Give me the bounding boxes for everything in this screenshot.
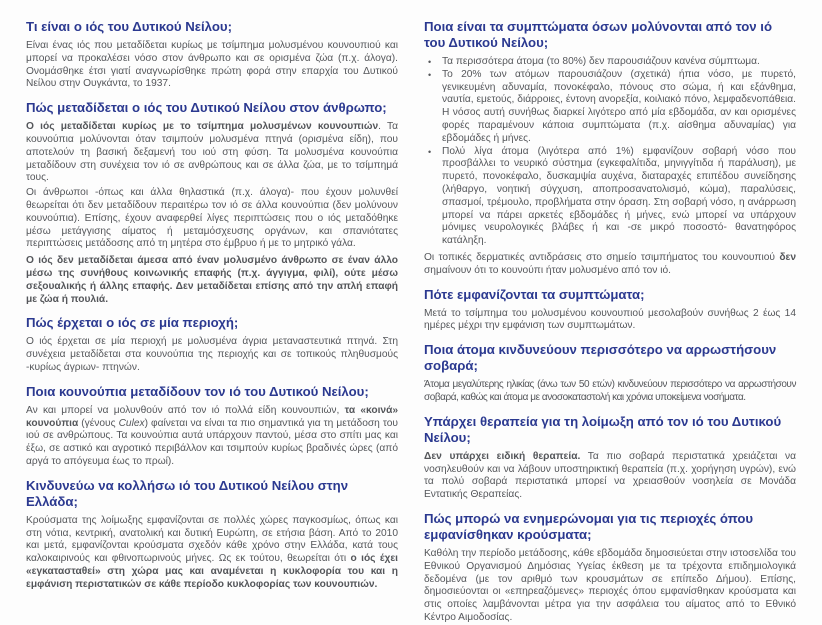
section-heading: Πώς έρχεται ο ιός σε μία περιοχή; <box>26 315 239 331</box>
text-run: ) φαίνεται να είναι τα πιο σημαντικά για τη μετάδοση του ιού σε ανθρώπους. Τα κουνούπια αυτά υπάρχουν παντού, μέσα στο σπίτι μας και έξω, σε αστικό και αγροτικό περιβάλλον και τσιμπούν κυρίως βραδινές ώρες (από αργά το απόγευμα έως το πρωί). <box>26 417 398 467</box>
paragraph <box>26 336 398 374</box>
text-run: Πολύ λίγα άτομα (λιγότερα από 1%) εμφανίζουν σοβαρή νόσο που προσβάλλει το νευρικό σύστημα (εγκεφαλίτιδα, μηνιγγίτιδα ή παράλυση), με πυρετό, πονοκέφαλο, δυσκαμψία αυχένα, διαταραχές επιπέδου συνείδησης (λήθαργο, νοητική σύγχυση, αποπροσανατολισμό, κώμα), παραλύσεις, σπασμοί, τρέμουλο, προβλήματα στην όραση. Στη σοβαρή νόσο, η ανάρρωση μπορεί να πάρει αρκετές εβδομάδες ή μήνες, ενώ μπορεί να υπάρχουν μόνιμες νευρολογικές βλάβες ή και -σε μικρό ποσοστό- θανατηφόρος κατάληξη. <box>442 145 796 247</box>
paragraph <box>424 308 796 334</box>
bullet-icon: • <box>428 57 432 67</box>
text-run: δεν <box>779 251 796 263</box>
text-run: Culex <box>118 417 145 429</box>
text-run: Τα πιο σοβαρά περιστατικά χρειάζεται να νοσηλευθούν και να λάβουν υποστηρικτική θεραπεία (π.χ. χορήγηση υγρών), ενώ τα πολύ σοβαρά περιστατικά μπορεί να χρειασθούν νοσηλεία σε Μονάδα Εντατικής Θεραπείας. <box>424 450 796 501</box>
text-run: Είναι ένας ιός που μεταδίδεται κυρίως με τσίμπημα μολυσμένου κουνουπιού και μπορεί να προκαλέσει νόσο στον άνθρωπο και σε ορισμένα ζώα (π.χ. άλογα). Ονομάσθηκε έτσι γιατί αναγνωρίσθηκε πρώτη φορά στην επαρχία του Δυτικού Νείλου στην Ουγκάντα, το 1937. <box>26 40 398 90</box>
section-heading: Πώς μπορώ να ενημερώνομαι για τις περιοχές όπου εμφανίσθηκαν κρούσματα; <box>424 510 754 542</box>
bullet-list <box>424 56 796 248</box>
paragraph <box>26 255 398 306</box>
paragraph <box>424 548 796 625</box>
text-run: ο ιός έχει «εγκατασταθεί» στη χώρα μας και αναμένεται η κυκλοφορία του και η εμφάνιση περιστατικών σε κάθε περίοδο κυκλοφορίας των κουνουπιών. <box>26 553 398 590</box>
section-heading: Πώς μεταδίδεται ο ιός του Δυτικού Νείλου στον άνθρωπο; <box>26 100 387 116</box>
text-run: Μετά το τσίμπημα του μολυσμένου κουνουπιού μεσολαβούν συνήθως 2 έως 14 ημέρες μέχρι την εμφάνιση των συμπτωμάτων. <box>424 307 796 332</box>
text-run: Ο ιός έρχεται σε μία περιοχή με μολυσμένα άγρια μεταναστευτικά πτηνά. Στη συνέχεια μεταδίδεται στα κουνούπια της περιοχής και σε τοπικούς πληθυσμούς -κυρίως άγριων- πτηνών. <box>26 336 398 373</box>
text-run: . Τα κουνούπια μολύνονται όταν τσιμπούν μολυσμένα πτηνά (ορισμένα είδη), που αποτελούν τη βασική δεξαμενή του ιού στη φύση. Τα μολυσμένα κουνούπια μεταδίδουν στη συνέχεια τον ιό σε ανθρώπους και σε άλλα ζώα, με το τσίμπημά τους. <box>26 121 399 184</box>
text-run: Οι τοπικές δερματικές αντιδράσεις στο σημείο τσιμπήματος του κουνουπιού <box>424 251 780 263</box>
paragraph <box>424 252 796 278</box>
text-run: Δεν υπάρχει ειδική θεραπεία. <box>424 450 581 462</box>
text-run: Ο ιός μεταδίδεται κυρίως με το τσίμπημα μολυσμένων κουνουπιών <box>26 121 379 133</box>
section-heading: Τι είναι ο ιός του Δυτικού Νείλου; <box>26 19 232 34</box>
text-run: Καθόλη την περίοδο μετάδοσης, κάθε εβδομάδα δημοσιεύεται στην ιστοσελίδα του Εθνικού Οργανισμού Δημόσιας Υγείας έκθεση με τα τρέχοντα επιδημιολογικά δεδομένα (με τον αριθμό των κρουσμάτων σε επίπεδο Δήμου). Επίσης, δημοσιεύονται οι «επηρεαζόμενες» περιοχές όπου εμφανίσθηκαν κρούσματα και στις οποίες λαμβάνονται μέτρα για την ασφάλεια του αίματος από το Εθνικό Κέντρο Αιμοδοσίας. <box>424 547 796 623</box>
text-run: τα «κοινά» κουνούπια <box>26 404 398 429</box>
text-run: Κρούσματα της λοίμωξης εμφανίζονται σε πολλές χώρες παγκοσμίως, όπως και στη νότια, κεντρική, ανατολική και δυτική Ευρώπη, σε ετήσια βάση. Από το 2010 και μετά, εμφανίζονται κρούσματα σχεδόν κάθε χρόνο στην Ελλάδα, κατά τους καλοκαιρινούς και φθινοπωρινούς μήνες. Ως εκ τούτου, θεωρείται ότι <box>26 514 398 565</box>
section-heading: Πότε εμφανίζονται τα συμπτώματα; <box>424 286 645 302</box>
paragraph <box>26 405 398 469</box>
paragraph <box>26 515 398 592</box>
text-run: (γένους <box>78 417 119 429</box>
text-run: Ο ιός δεν μεταδίδεται άμεσα από έναν μολυσμένο άνθρωπο σε έναν άλλο μέσω της συνήθους κοινωνικής επαφής (π.χ. άγγιγμα, φιλί), ούτε μέσω σεξουαλικής ή άλλης επαφής. Δεν μεταδίδεται επίσης από την απλή επαφή με ζώα ή πουλιά. <box>26 255 398 305</box>
paragraph <box>424 379 796 405</box>
text-run: Άτομα μεγαλύτερης ηλικίας (άνω των 50 ετών) κινδυνεύουν περισσότερο να αρρωστήσουν σοβαρά, καθώς και άτομα με ανοσοκαταστολή και χρόνια υποκείμενα νοσήματα. <box>424 379 796 403</box>
text-run: Τα περισσότερα άτομα (το 80%) δεν παρουσιάζουν κανένα σύμπτωμα. <box>442 56 760 67</box>
bullet-icon: • <box>428 146 432 157</box>
text-run: Οι άνθρωποι -όπως και άλλα θηλαστικά (π.χ. άλογα)- που έχουν μολυνθεί θεωρείται ότι δεν μεταδίδουν περαιτέρω τον ιό σε άλλα κουνούπια (δεν μολύνουν κουνούπια). Επίσης, έχουν αναφερθεί λίγες περιπτώσεις που ο ιός μεταδόθηκε μέσω μετάγγισης αίματος ή μεταμόσχευσης οργάνων, και σπανιότατες περιπτώσεις μετάδοσης από τη μητέρα στο έμβρυο ή με το μητρικό γάλα. <box>26 187 398 250</box>
paragraph <box>26 187 398 251</box>
section-heading: Ποια άτομα κινδυνεύουν περισσότερο να αρρωστήσουν σοβαρά; <box>424 342 777 374</box>
bullet-item <box>424 56 796 69</box>
text-run: Αν και μπορεί να μολυνθούν από τον ιό πολλά είδη κουνουπιών, <box>26 404 345 416</box>
bullet-icon: • <box>428 69 432 80</box>
section-heading: Ποια κουνούπια μεταδίδουν τον ιό του Δυτικού Νείλου; <box>26 383 369 399</box>
section-heading: Ποια είναι τα συμπτώματα όσων μολύνονται από τον ιό του Δυτικού Νείλου; <box>424 19 773 50</box>
bullet-item <box>424 146 796 248</box>
text-run: Το 20% των ατόμων παρουσιάζουν (σχετικά) ήπια νόσο, με πυρετό, γενικευμένη αδυναμία, πονοκέφαλο, πόνους στο σώμα, ή και εξάνθημα, ναυτία, εμετούς, διάρροιες, έντονη ανορεξία, κοιλιακό πόνο, λεμφαδενοπάθεια. Η νόσος αυτή συνήθως διαρκεί λιγότερο από μία εβδομάδα, αν και ορισμένες φορές παραμένουν κάποια συμπτώματα (π.χ. αίσθημα αδυναμίας) για εβδομάδες ή μήνες. <box>442 68 796 144</box>
paragraph <box>424 451 796 502</box>
right-column <box>424 13 796 623</box>
bullet-item <box>424 69 796 146</box>
section-heading: Υπάρχει θεραπεία για τη λοίμωξη από τον ιό του Δυτικού Νείλου; <box>424 413 782 445</box>
paragraph <box>26 121 398 185</box>
left-column <box>26 13 399 590</box>
section-heading: Κινδυνεύω να κολλήσω ιό του Δυτικού Νείλου στην Ελλάδα; <box>26 477 349 509</box>
text-run: σημαίνουν ότι το κουνούπι ήταν μολυσμένο από τον ιό. <box>424 264 671 276</box>
paragraph <box>26 40 398 91</box>
